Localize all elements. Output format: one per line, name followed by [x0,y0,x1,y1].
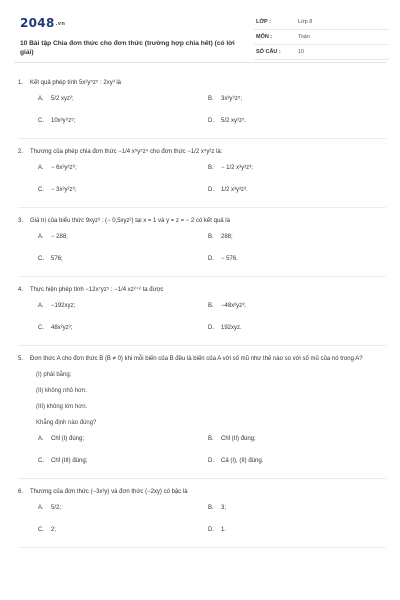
question-list [18,78,386,556]
option-letter: C. [38,458,44,464]
question-number: 1. [18,80,24,86]
answer-option[interactable] [208,323,242,333]
answer-option[interactable] [38,116,75,126]
question-statement: (III) không lớn hơn. [36,404,88,410]
meta-question-count: SỐ CÂU : 10 [254,45,389,60]
question-text [18,147,386,157]
answer-option[interactable] [38,254,63,264]
option-text: 10x³y⁹z⁵; [51,118,76,124]
option-letter: B. [208,436,214,442]
option-letter: A. [38,303,44,309]
meta-grade: LỚP : Lớp 8 [254,15,389,30]
option-text: 5/2 xy²z⁵. [221,118,247,124]
answer-option[interactable] [208,163,253,173]
question-text [18,285,386,295]
question-number: 2. [18,149,24,155]
question-number: 5. [18,356,24,362]
option-letter: A. [38,165,44,171]
answer-option[interactable] [38,163,77,173]
question-stem: Đơn thức A cho đơn thức B (B ≠ 0) khi mỗi biến của B đều là biến của A với số mũ như thế nào so với số mũ của nó trong A? [30,356,363,362]
answer-option[interactable] [38,456,87,466]
option-text: 5/2 xyz²; [51,96,74,102]
option-text: 288; [221,234,233,240]
option-letter: D. [208,527,214,533]
answer-option[interactable] [38,94,74,104]
answer-options [18,301,386,345]
answer-option[interactable] [208,185,248,195]
option-text: − 288; [51,234,68,240]
answer-options [18,434,386,478]
option-letter: D. [208,187,214,193]
answer-option[interactable] [208,94,242,104]
answer-option[interactable] [38,185,77,195]
answer-options [18,503,386,547]
answer-option[interactable] [38,525,56,535]
answer-options [18,94,386,138]
option-letter: C. [38,118,44,124]
question-5 [18,354,386,479]
option-letter: D. [208,325,214,331]
question-stem: Kết quả phép tính 5x²y⁵z⁵ : 2xy³ là [30,80,122,86]
option-text: − 6x³y²z⁶; [51,165,77,171]
option-letter: B. [208,165,214,171]
answer-options [18,232,386,276]
question-statement: (I) phải bằng; [36,372,72,378]
answer-option[interactable] [208,254,238,264]
answer-option[interactable] [208,456,263,466]
option-letter: A. [38,436,44,442]
option-text: 192xyz. [221,325,242,331]
option-letter: A. [38,96,44,102]
answer-option[interactable] [208,301,246,311]
option-letter: B. [208,505,214,511]
option-text: 3x³y⁹z⁵; [221,96,243,102]
answer-option[interactable] [208,503,226,513]
worksheet-header [14,10,386,63]
worksheet-meta [254,15,389,60]
option-letter: C. [38,187,44,193]
option-text: Chỉ (I) đúng; [51,436,85,442]
option-letter: D. [208,118,214,124]
option-text: 576; [51,256,63,262]
question-stem: Giá trị của biểu thức 9xyz³ : (− 0,5xyz²) tại x = 1 và y = z = − 2 có kết quả là [30,218,230,224]
option-text: 5/2; [51,505,62,511]
option-letter: A. [38,234,44,240]
meta-subject: MÔN : Toán [254,30,389,45]
option-text: −48x²yz³; [221,303,246,309]
option-text: 1/2 x³y³z³. [221,187,248,193]
worksheet-title: 10 Bài tập Chia đơn thức cho đơn thức (trường hợp chia hết) (có lời giải) [20,40,235,56]
option-letter: D. [208,256,214,262]
option-letter: B. [208,96,214,102]
option-text: Chỉ (II) đúng; [221,436,256,442]
question-6 [18,487,386,548]
answer-option[interactable] [38,323,72,333]
question-stem: Thực hiện phép tính −12x⁷yz⁵ : −1/4 xz²⁺² ta được [30,287,164,293]
answer-option[interactable] [208,232,233,242]
option-text: − 3x³y²z⁶; [51,187,77,193]
answer-option[interactable] [208,116,246,126]
answer-option[interactable] [38,232,68,242]
question-stem: Thương của đơn thức (−3x³y) và đơn thức (−2xy) có bậc là [30,489,188,495]
answer-option[interactable] [208,434,256,444]
question-text [18,487,386,497]
option-letter: C. [38,256,44,262]
option-text: 3; [221,505,227,511]
answer-option[interactable] [38,434,84,444]
option-letter: C. [38,527,44,533]
option-letter: B. [208,234,214,240]
option-text: 2; [51,527,57,533]
option-text: 1. [221,527,227,533]
question-4 [18,285,386,346]
site-logo[interactable]: 2048.vn [20,16,66,30]
option-text: 48x²yz³; [51,325,73,331]
question-number: 4. [18,287,24,293]
question-number: 3. [18,218,24,224]
answer-options [18,163,386,207]
question-text [18,78,386,88]
question-statement: (II) không nhỏ hơn. [36,388,87,394]
option-letter: B. [208,303,214,309]
answer-option[interactable] [208,525,226,535]
option-letter: C. [38,325,44,331]
answer-option[interactable] [38,503,61,513]
option-text: −192xyz; [51,303,76,309]
question-1 [18,78,386,139]
question-stem: Thương của phép chia đơn thức −1/4 x⁵y⁵z⁴ cho đơn thức −1/2 x⁴y²z là: [30,149,223,155]
option-letter: A. [38,505,44,511]
option-text: − 1/2 x³y³z³; [221,165,253,171]
question-number: 6. [18,489,24,495]
question-3 [18,216,386,277]
option-text: Cả (I), (II) đúng. [221,458,264,464]
option-text: − 576. [221,256,238,262]
question-text [18,216,386,226]
question-text [18,354,386,364]
option-letter: D. [208,458,214,464]
question-statement: Khẳng định nào đúng? [36,420,97,426]
answer-option[interactable] [38,301,75,311]
option-text: Chỉ (III) đúng; [51,458,88,464]
question-2 [18,147,386,208]
